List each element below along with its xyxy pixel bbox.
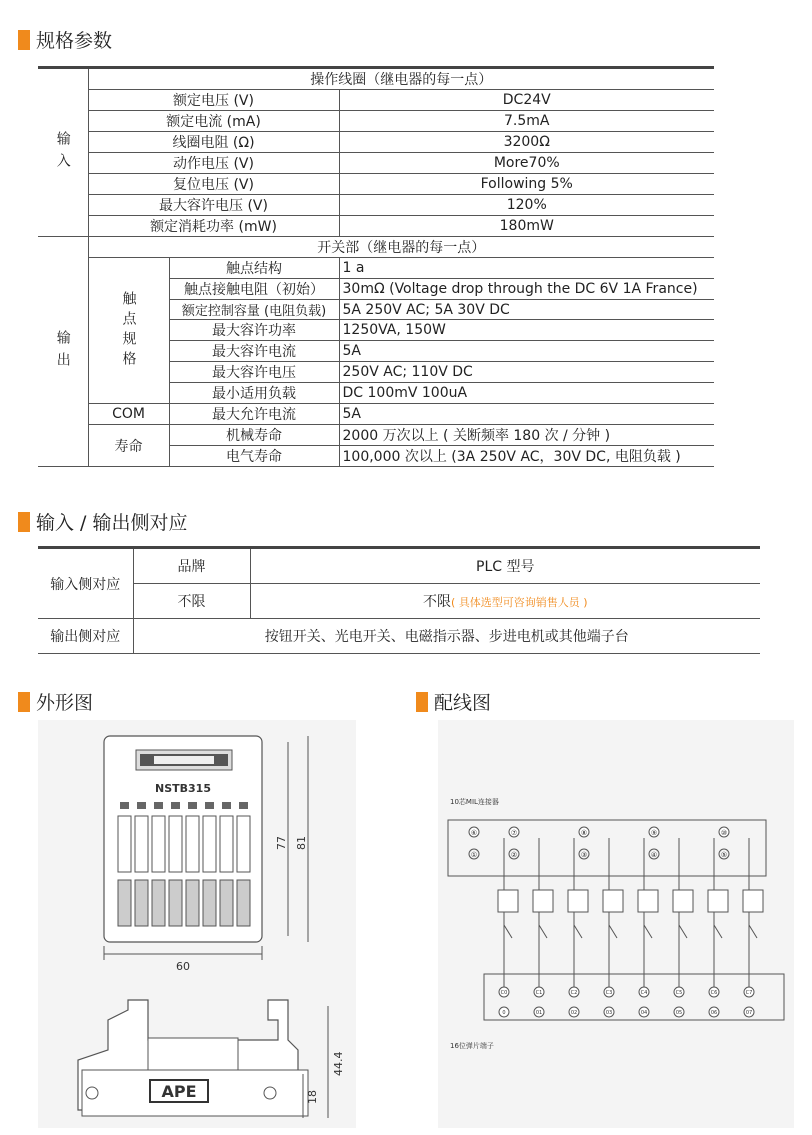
spec-label: 最大容许电压 (V) <box>88 195 339 216</box>
section-marker-icon <box>18 512 30 532</box>
brand-header: 品牌 <box>133 548 250 584</box>
connector-label: 10芯MIL连接器 <box>450 798 499 806</box>
terminal-number: C1 <box>535 990 543 996</box>
relay-coil <box>568 890 588 912</box>
terminal-number: C3 <box>605 990 613 996</box>
io-section-title <box>18 508 187 535</box>
led-indicator <box>188 802 197 809</box>
spec-label: 最大允许电流 <box>169 404 339 425</box>
pin-number: ② <box>510 851 518 859</box>
relay-contact <box>679 925 687 938</box>
spec-table <box>38 66 714 467</box>
spec-label: 最大容许电流 <box>169 341 339 362</box>
led-indicator <box>239 802 248 809</box>
input-side-label: 输入侧对应 <box>38 548 133 619</box>
spec-label: 线圈电阻 (Ω) <box>88 132 339 153</box>
terminal-block <box>220 880 233 926</box>
pin-number: ⑨ <box>650 829 658 837</box>
relay-coil <box>743 890 763 912</box>
relay-coil <box>533 890 553 912</box>
led-indicator <box>154 802 163 809</box>
spec-value: 100,000 次以上 (3A 250V AC，30V DC, 电阻负载 ) <box>339 446 714 467</box>
coil-header: 操作线圈（继电器的每一点） <box>88 68 714 90</box>
spec-label: 额定控制容量 (电阻负载) <box>169 300 339 320</box>
brand-value: 不限 <box>133 584 250 619</box>
terminal-number: 04 <box>640 1010 648 1016</box>
spec-value: 1250VA, 150W <box>339 320 714 341</box>
spec-value: 3200Ω <box>339 132 714 153</box>
dim-77: 77 <box>275 836 288 850</box>
terminal-number: 05 <box>675 1010 683 1016</box>
section-marker-icon <box>18 30 30 50</box>
output-side-value: 按钮开关、光电开关、电磁指示器、步进电机或其他端子台 <box>133 619 760 654</box>
spec-section-title <box>18 26 112 53</box>
spec-label: 额定消耗功率 (mW) <box>88 216 339 237</box>
ape-logo: APE <box>161 1082 197 1101</box>
relay-contact <box>644 925 652 938</box>
spec-value: DC24V <box>339 90 714 111</box>
pin-number: ⑤ <box>720 851 728 859</box>
terminal-number: C7 <box>745 990 753 996</box>
input-group-label: 输入 <box>38 68 88 237</box>
outline-drawing <box>38 720 356 1128</box>
terminal-number: C6 <box>710 990 718 996</box>
dim-44: 44.4 <box>332 1051 345 1076</box>
spec-label: 触点接触电阻（初始） <box>169 279 339 300</box>
relay <box>220 816 233 872</box>
relay <box>118 816 131 872</box>
relay-contact <box>609 925 617 938</box>
terminal-number: C2 <box>570 990 578 996</box>
spec-value: 5A 250V AC; 5A 30V DC <box>339 300 714 320</box>
relay <box>237 816 250 872</box>
terminal-number: 07 <box>745 1010 753 1016</box>
dim-18: 18 <box>306 1090 319 1104</box>
spec-label: 最大容许电压 <box>169 362 339 383</box>
pin-number: ⑧ <box>580 829 588 837</box>
relay <box>169 816 182 872</box>
wiring-diagram <box>438 720 794 1128</box>
led-indicator <box>171 802 180 809</box>
relay-contact <box>574 925 582 938</box>
pin-number: ⑥ <box>470 829 478 837</box>
led-indicator <box>137 802 146 809</box>
spec-label: 电气寿命 <box>169 446 339 467</box>
terminal-box <box>484 974 784 1020</box>
spec-value: 2000 万次以上 ( 关断频率 180 次 / 分钟 ) <box>339 425 714 446</box>
relay-coil <box>673 890 693 912</box>
pin-number: ① <box>470 851 478 859</box>
terminal-block <box>186 880 199 926</box>
plc-header: PLC 型号 <box>250 548 760 584</box>
spec-label: 额定电流 (mA) <box>88 111 339 132</box>
relay-coil <box>638 890 658 912</box>
plc-value: 不限 <box>422 594 451 610</box>
relay-coil <box>603 890 623 912</box>
pin-number: ⑩ <box>720 829 728 837</box>
section-title-text: 输入 / 输出侧对应 <box>36 512 188 534</box>
spec-label: 机械寿命 <box>169 425 339 446</box>
spec-label: 最大容许功率 <box>169 320 339 341</box>
wiring-section-title <box>416 688 491 715</box>
output-side-label: 输出侧对应 <box>38 619 133 654</box>
spec-value: 1 a <box>339 258 714 279</box>
terminal-block <box>203 880 216 926</box>
switch-header: 开关部（继电器的每一点） <box>88 237 714 258</box>
spec-label: 复位电压 (V) <box>88 174 339 195</box>
spec-value: 250V AC; 110V DC <box>339 362 714 383</box>
spec-label: 动作电压 (V) <box>88 153 339 174</box>
terminal-number: 01 <box>535 1010 543 1016</box>
relay <box>203 816 216 872</box>
dim-width: 60 <box>176 960 190 973</box>
spec-value: More70% <box>339 153 714 174</box>
terminal-block <box>169 880 182 926</box>
section-title-text: 外形图 <box>36 692 94 714</box>
spec-value: 7.5mA <box>339 111 714 132</box>
spec-label: 触点结构 <box>169 258 339 279</box>
terminal-block <box>135 880 148 926</box>
pin-number: ④ <box>650 851 658 859</box>
relay <box>186 816 199 872</box>
terminal-block <box>118 880 131 926</box>
com-label: COM <box>88 404 169 425</box>
led-indicator <box>222 802 231 809</box>
terminal-number: C4 <box>640 990 648 996</box>
section-marker-icon <box>416 692 428 712</box>
model-label: NSTB315 <box>155 782 211 795</box>
spec-label: 额定电压 (V) <box>88 90 339 111</box>
plc-note: ( 具体选型可咨询销售人员 ) <box>450 596 588 609</box>
terminal-number: C5 <box>675 990 683 996</box>
terminal-block <box>152 880 165 926</box>
output-group-label: 输出 <box>38 237 88 467</box>
terminal-number: 0 <box>502 1010 506 1016</box>
outline-section-title <box>18 688 93 715</box>
spec-value: 30mΩ (Voltage drop through the DC 6V 1A France) <box>339 279 714 300</box>
life-label: 寿命 <box>88 425 169 467</box>
relay-contact <box>504 925 512 938</box>
relay-contact <box>749 925 757 938</box>
relay-coil <box>708 890 728 912</box>
relay <box>135 816 148 872</box>
connector-box <box>448 820 766 876</box>
terminal-block <box>237 880 250 926</box>
pin-number: ③ <box>580 851 588 859</box>
spec-value: DC 100mV 100uA <box>339 383 714 404</box>
terminal-number: 02 <box>570 1010 578 1016</box>
relay-contact <box>539 925 547 938</box>
relay-contact <box>714 925 722 938</box>
terminal-number: 06 <box>710 1010 718 1016</box>
pin-number: ⑦ <box>510 829 518 837</box>
spec-value: 5A <box>339 341 714 362</box>
relay <box>152 816 165 872</box>
dim-81: 81 <box>295 836 308 850</box>
spec-value: 5A <box>339 404 714 425</box>
spec-value: 180mW <box>339 216 714 237</box>
relay-coil <box>498 890 518 912</box>
spec-value: 120% <box>339 195 714 216</box>
io-table <box>38 546 760 654</box>
led-indicator <box>205 802 214 809</box>
section-title-text: 配线图 <box>434 692 492 714</box>
led-indicator <box>120 802 129 809</box>
spec-value: Following 5% <box>339 174 714 195</box>
terminal-number: C0 <box>500 990 508 996</box>
spec-label: 最小适用负载 <box>169 383 339 404</box>
terminal-number: 03 <box>605 1010 613 1016</box>
section-marker-icon <box>18 692 30 712</box>
section-title-text: 规格参数 <box>36 30 113 52</box>
contact-group-label: 触点规格 <box>88 258 169 404</box>
plc-value-cell <box>250 584 760 619</box>
terminal-label: 16位弹片端子 <box>450 1042 494 1050</box>
